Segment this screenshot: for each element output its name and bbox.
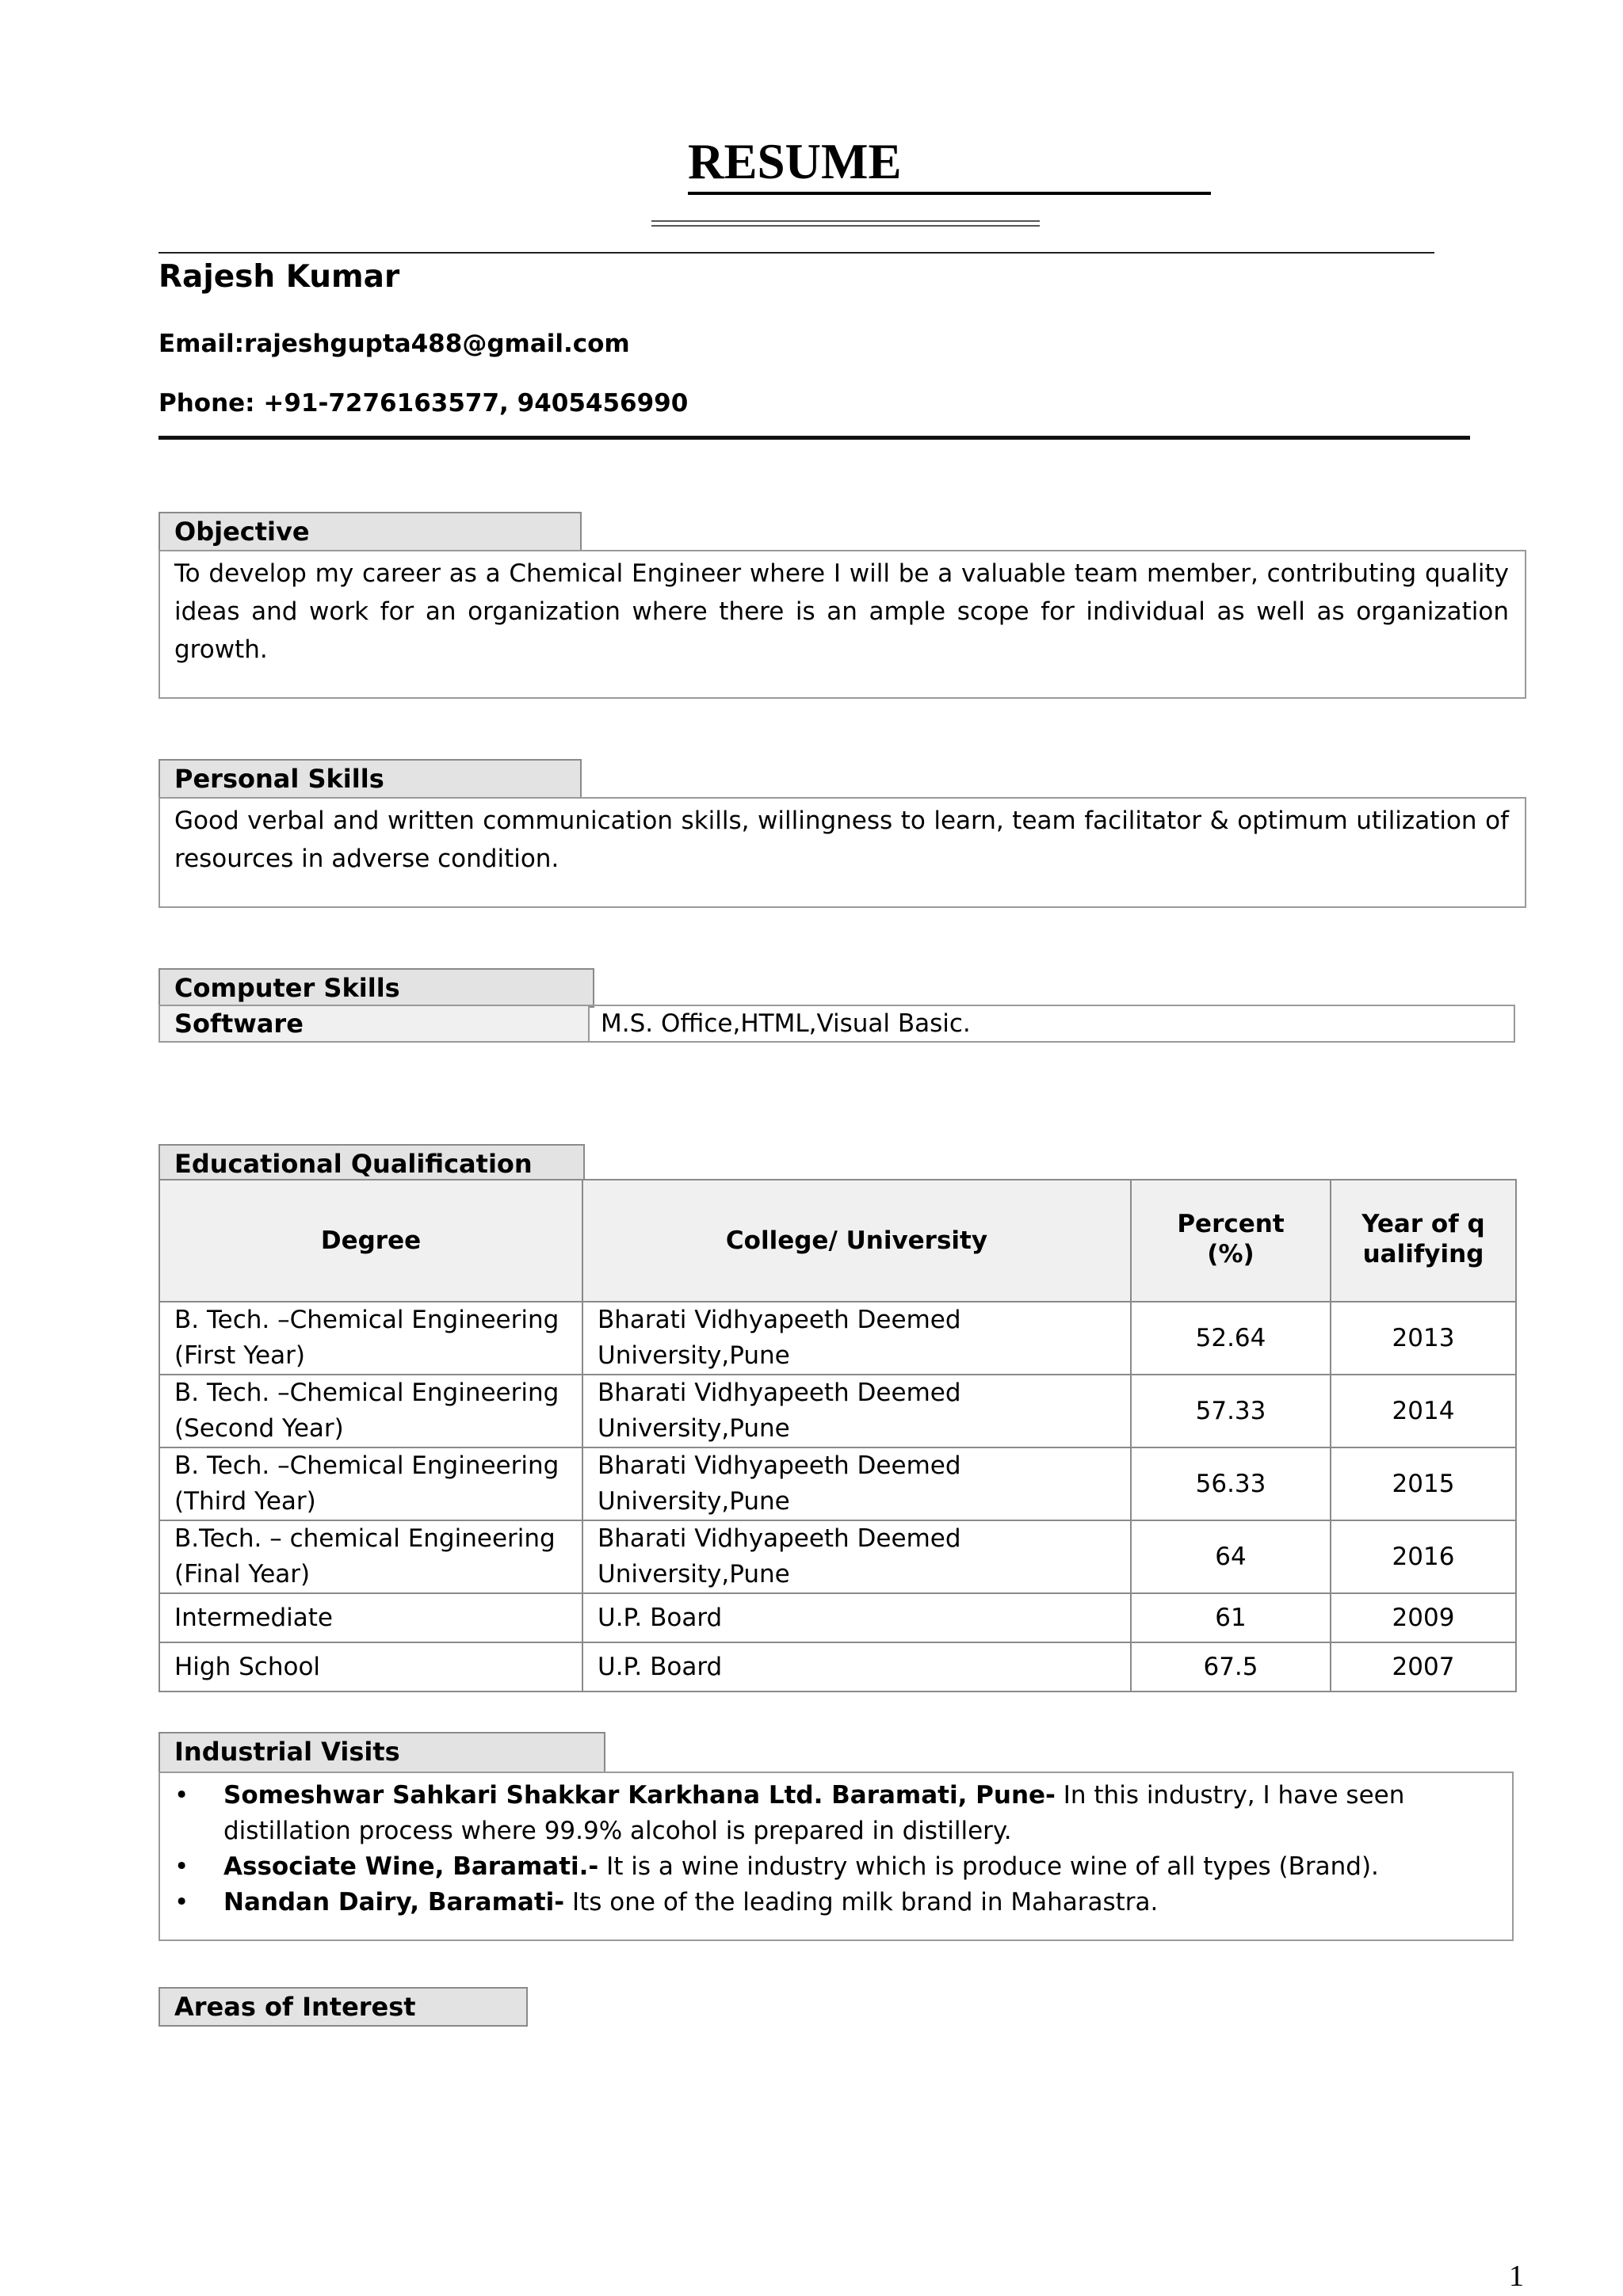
industrial-visits-box (158, 1772, 1514, 1941)
software-label: Software (158, 1005, 590, 1043)
objective-heading: Objective (158, 512, 582, 551)
column-header-percent (1131, 1180, 1331, 1302)
column-header-year (1331, 1180, 1516, 1302)
candidate-name: Rajesh Kumar (158, 259, 400, 295)
percent-cell: 52.64 (1131, 1302, 1331, 1375)
visit-description: In this industry, I have seen distillation process where 99.9% alcohol is prepared in distillery. (223, 1781, 1405, 1845)
percent-cell: 64 (1131, 1520, 1331, 1593)
education-header-row (159, 1180, 1516, 1302)
visit-name: Nandan Dairy, Baramati- (223, 1888, 565, 1917)
column-header-percent-text: Percent (%) (1177, 1210, 1285, 1268)
table-row (159, 1642, 1516, 1691)
title-double-rule (651, 220, 1040, 227)
degree-cell: B. Tech. –Chemical Engineering (Third Year) (159, 1447, 582, 1520)
visit-description: It is a wine industry which is produce wine of all types (Brand). (598, 1852, 1379, 1881)
education-heading: Educational Qualification (158, 1144, 585, 1184)
degree-cell: High School (159, 1642, 582, 1691)
percent-cell: 67.5 (1131, 1642, 1331, 1691)
header-bottom-rule (158, 436, 1470, 440)
visit-name: Someshwar Sahkari Shakkar Karkhana Ltd. Baramati, Pune- (223, 1781, 1056, 1810)
industrial-visits-list (174, 1778, 1465, 1920)
table-row (159, 1593, 1516, 1642)
college-cell: Bharati Vidhyapeeth Deemed University,Pune (582, 1375, 1131, 1447)
table-row (159, 1375, 1516, 1447)
table-row (159, 1520, 1516, 1593)
column-header-year-text: Year of qualifying (1361, 1210, 1485, 1268)
year-cell: 2007 (1331, 1642, 1516, 1691)
resume-title: RESUME (688, 133, 1211, 195)
college-cell: Bharati Vidhyapeeth Deemed University,Pune (582, 1447, 1131, 1520)
college-cell: Bharati Vidhyapeeth Deemed University,Pune (582, 1302, 1131, 1375)
college-cell: Bharati Vidhyapeeth Deemed University,Pune (582, 1520, 1131, 1593)
page-number: 1 (1509, 2260, 1524, 2293)
degree-cell: B. Tech. –Chemical Engineering (First Year) (159, 1302, 582, 1375)
personal-skills-text: Good verbal and written communication skills, willingness to learn, team facilitator & optimum utilization of resources in adverse condition. (158, 797, 1526, 908)
year-cell: 2009 (1331, 1593, 1516, 1642)
list-item (174, 1778, 1465, 1849)
education-table (158, 1179, 1517, 1692)
degree-cell: B.Tech. – chemical Engineering (Final Year) (159, 1520, 582, 1593)
visit-name: Associate Wine, Baramati.- (223, 1852, 599, 1881)
percent-cell: 61 (1131, 1593, 1331, 1642)
software-value: M.S. Office,HTML,Visual Basic. (590, 1005, 1515, 1043)
percent-cell: 56.33 (1131, 1447, 1331, 1520)
personal-skills-heading: Personal Skills (158, 759, 582, 799)
phone-line: Phone: +91-7276163577, 9405456990 (158, 389, 689, 418)
header-top-rule (158, 252, 1434, 254)
year-cell: 2016 (1331, 1520, 1516, 1593)
list-item (174, 1849, 1465, 1885)
year-cell: 2015 (1331, 1447, 1516, 1520)
table-row (159, 1302, 1516, 1375)
column-header-college: College/ University (582, 1180, 1131, 1302)
degree-cell: B. Tech. –Chemical Engineering (Second Year) (159, 1375, 582, 1447)
year-cell: 2014 (1331, 1375, 1516, 1447)
college-cell: U.P. Board (582, 1642, 1131, 1691)
percent-cell: 57.33 (1131, 1375, 1331, 1447)
objective-text: To develop my career as a Chemical Engineer where I will be a valuable team member, contributing quality ideas and work for an organization where there is an ample scope for individual as well as organization growth. (158, 550, 1526, 699)
email-line: Email:rajeshgupta488@gmail.com (158, 330, 630, 358)
degree-cell: Intermediate (159, 1593, 582, 1642)
table-row (159, 1447, 1516, 1520)
column-header-degree: Degree (159, 1180, 582, 1302)
visit-description: Its one of the leading milk brand in Maharastra. (564, 1888, 1159, 1917)
college-cell: U.P. Board (582, 1593, 1131, 1642)
areas-of-interest-heading: Areas of Interest (158, 1987, 528, 2027)
industrial-visits-heading: Industrial Visits (158, 1732, 605, 1773)
computer-skills-heading: Computer Skills (158, 968, 594, 1008)
list-item (174, 1885, 1465, 1920)
year-cell: 2013 (1331, 1302, 1516, 1375)
